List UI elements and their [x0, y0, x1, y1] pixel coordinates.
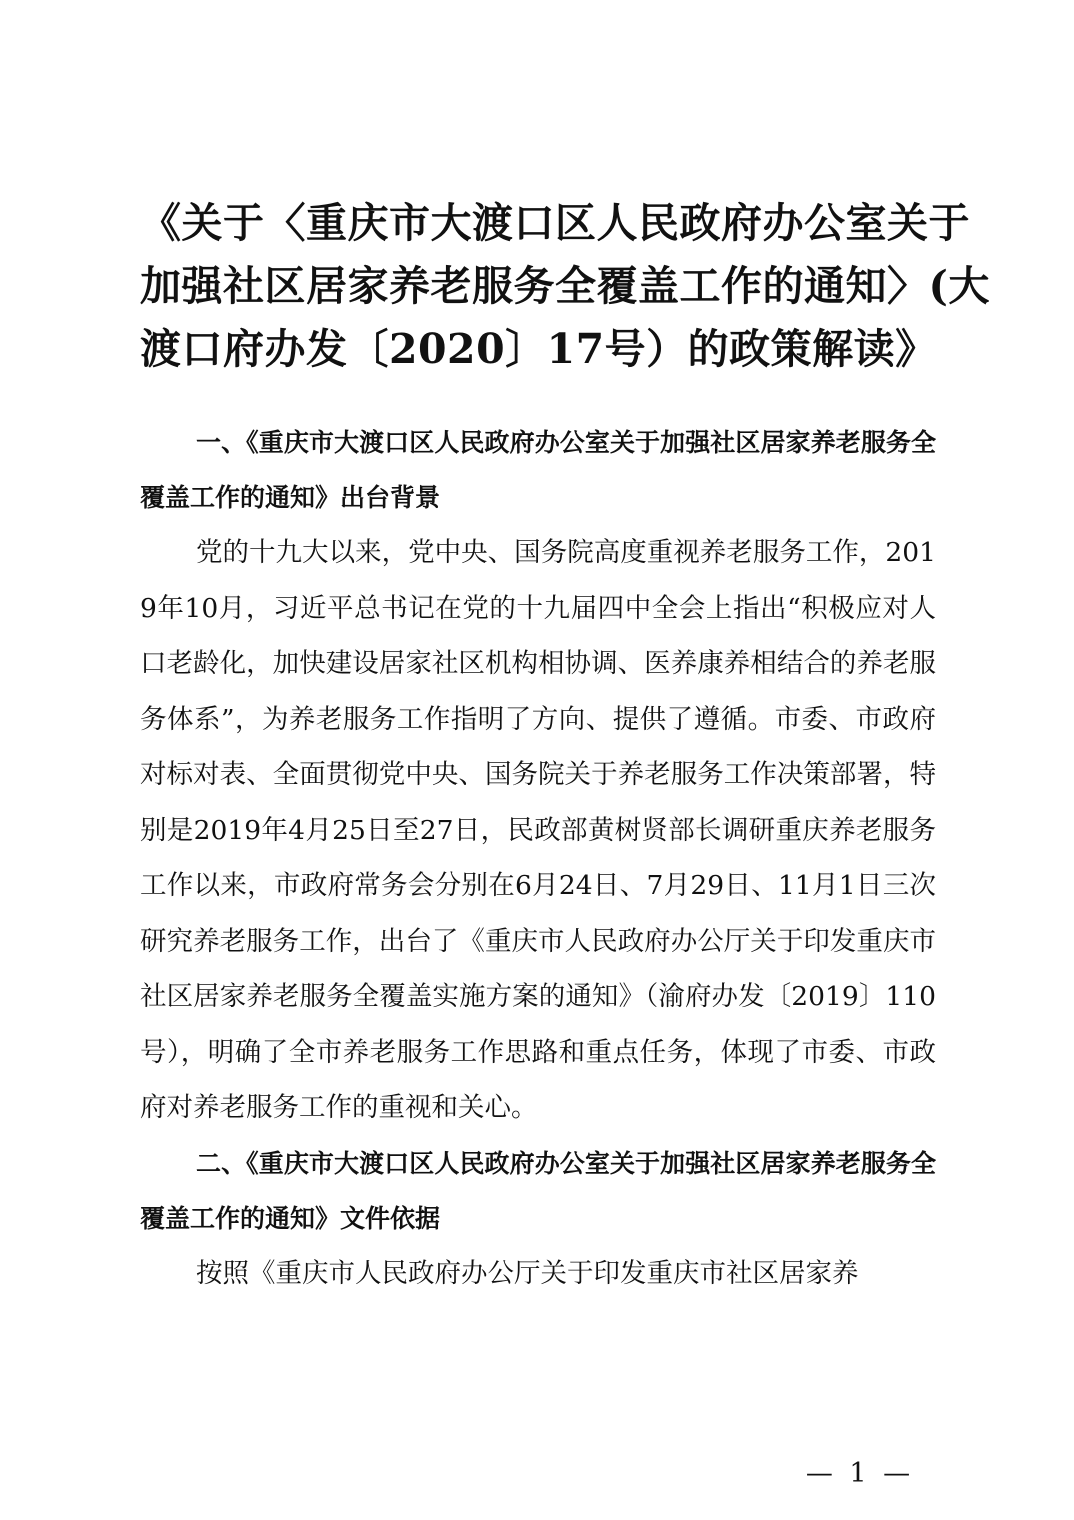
section-1-heading: 一、《重庆市大渡口区人民政府办公室关于加强社区居家养老服务全覆盖工作的通知》出台背景: [140, 428, 936, 512]
title-line-2: 加强社区居家养老服务全覆盖工作的通知〉(大: [140, 262, 990, 310]
title-line-3: 渡口府办发〔2020〕17号）的政策解读》: [140, 325, 937, 373]
section-2-heading: 二、《重庆市大渡口区人民政府办公室关于加强社区居家养老服务全覆盖工作的通知》文件依据: [140, 1148, 936, 1233]
section-1-paragraph: 党的十九大以来，党中央、国务院高度重视养老服务工作，2019年10月，习近平总书记在党的十九届四中全会上指出“积极应对人口老龄化，加快建设居家社区机构相协调、医养康养相结合的养老服务体系”，为养老服务工作指明了方向、提供了遵循。市委、市政府对标对表、全面贯彻党中央、国务院关于养老服务工作决策部署，特别是2019年4月25日至27日，民政部黄树贤部长调研重庆养老服务工作以来，市政府常务会分别在6月24日、7月29日、11月1日三次研究养老服务工作，出台了《重庆市人民政府办公厅关于印发重庆市社区居家养老服务全覆盖实施方案的通知》（渝府办发〔2019〕110号），明确了全市养老服务工作思路和重点任务，体现了市委、市政府对养老服务工作的重视和关心。: [140, 537, 936, 1123]
document-title: [140, 192, 990, 381]
title-line-1: 《关于〈重庆市大渡口区人民政府办公室关于: [140, 199, 970, 247]
page-number: — 1 —: [805, 1458, 915, 1489]
document-body: [140, 415, 936, 1301]
section-2-paragraph: 按照《重庆市人民政府办公厅关于印发重庆市社区居家养: [196, 1257, 859, 1289]
